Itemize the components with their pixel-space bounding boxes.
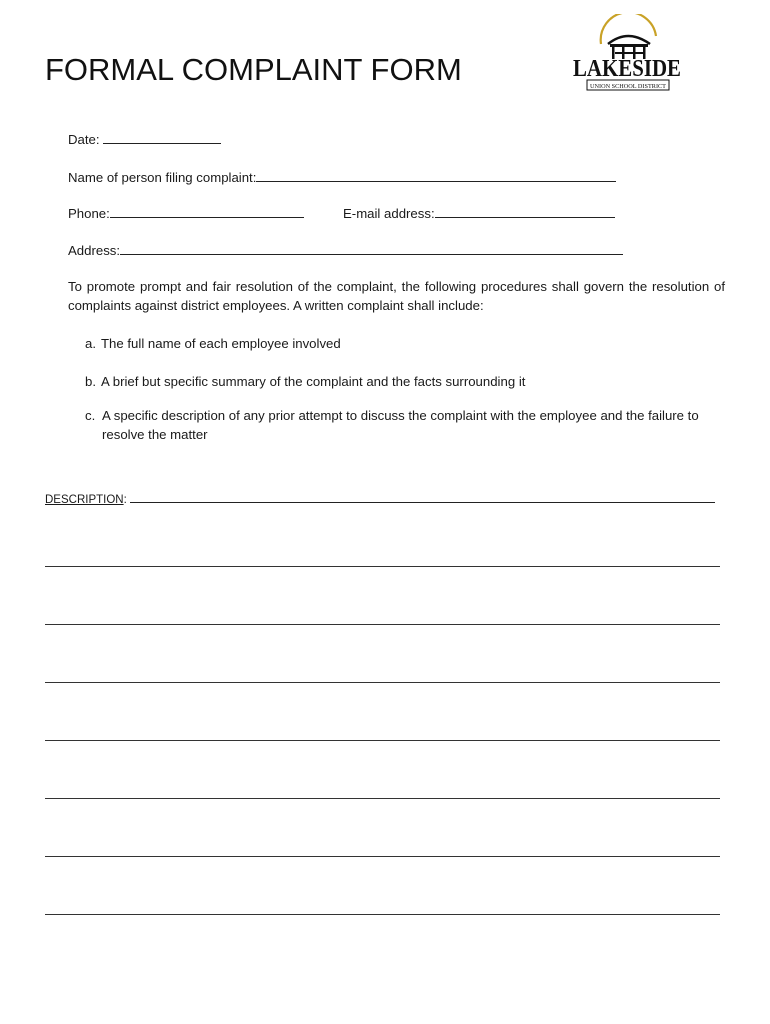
phone-field[interactable] [110, 204, 304, 218]
address-label: Address: [68, 243, 121, 258]
email-label: E-mail address: [343, 206, 435, 221]
requirement-text: A brief but specific summary of the complaint and the facts surrounding it [101, 374, 526, 389]
gazebo-icon [601, 14, 656, 59]
requirement-text: The full name of each employee involved [101, 336, 341, 351]
requirement-item [85, 372, 525, 391]
description-suffix: : [123, 494, 127, 506]
requirement-marker: a. [85, 336, 96, 351]
name-field[interactable] [256, 168, 616, 182]
date-field[interactable] [103, 130, 221, 144]
logo-tagline: UNION SCHOOL DISTRICT [590, 83, 667, 90]
requirement-marker: b. [85, 374, 96, 389]
address-row [68, 241, 623, 258]
date-label: Date: [68, 132, 100, 147]
requirement-item [85, 406, 727, 444]
description-line[interactable] [45, 856, 720, 857]
email-row [343, 204, 615, 221]
date-row [68, 130, 221, 147]
email-field[interactable] [435, 204, 615, 218]
procedure-intro: To promote prompt and fair resolution of the complaint, the following procedures shall govern the resolution of complaints against district employees. A written complaint shall include: [68, 279, 725, 313]
description-line[interactable] [45, 740, 720, 741]
description-field[interactable] [130, 490, 715, 503]
logo-wordmark: LAKESIDE [573, 56, 681, 82]
name-label: Name of person filing complaint: [68, 170, 257, 185]
name-row [68, 168, 616, 185]
description-line[interactable] [45, 566, 720, 567]
district-logo [568, 14, 686, 94]
description-row [45, 490, 715, 506]
description-line[interactable] [45, 682, 720, 683]
form-title: FORMAL COMPLAINT FORM [45, 52, 462, 87]
phone-label: Phone: [68, 206, 110, 221]
description-line[interactable] [45, 914, 720, 915]
requirement-marker: c. [85, 408, 96, 423]
description-line[interactable] [45, 798, 720, 799]
requirement-text: A specific description of any prior attempt to discuss the complaint with the employee and the failure to resolve the matter [102, 408, 699, 442]
phone-row [68, 204, 304, 221]
address-field[interactable] [120, 241, 623, 255]
description-label: DESCRIPTION [45, 494, 124, 506]
description-line[interactable] [45, 624, 720, 625]
requirement-item [85, 334, 341, 353]
